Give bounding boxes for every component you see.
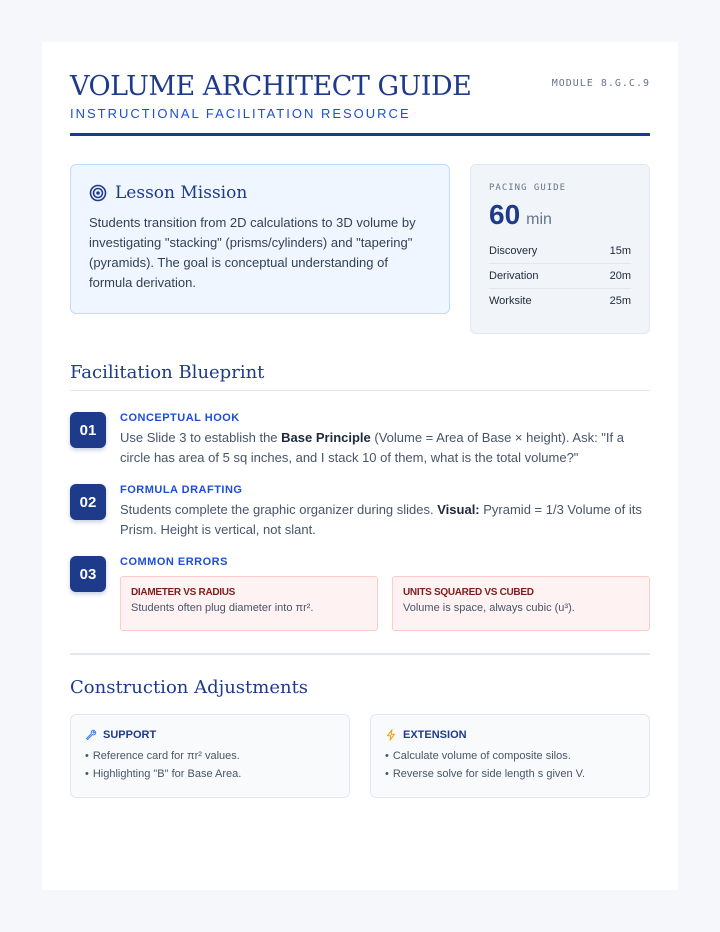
step-heading: CONCEPTUAL HOOK bbox=[120, 412, 240, 424]
extension-header bbox=[385, 729, 635, 741]
section-divider bbox=[70, 653, 650, 655]
pacing-row-name: Derivation bbox=[489, 270, 539, 282]
pacing-label: PACING GUIDE bbox=[489, 183, 567, 193]
step-number: 02 bbox=[70, 484, 106, 520]
mission-title: Lesson Mission bbox=[115, 183, 248, 203]
list-item: • Reverse solve for side length s given V. bbox=[385, 765, 635, 783]
pacing-total-unit: min bbox=[526, 211, 552, 228]
pacing-row-time: 20m bbox=[609, 270, 631, 282]
extension-list bbox=[385, 747, 635, 783]
pacing-row bbox=[489, 239, 631, 264]
error-card bbox=[120, 576, 378, 631]
mission-text: Students transition from 2D calculations to 3D volume by investigating "stacking" (prisms/cylinders) and "tapering" (pyramids). The goal is conceptual understanding of formula derivation. bbox=[89, 215, 416, 290]
header bbox=[70, 70, 650, 121]
pacing-row-time: 25m bbox=[609, 295, 631, 307]
error-text: Students often plug diameter into πr². bbox=[131, 602, 314, 614]
step-text-part: Students complete the graphic organizer during slides. bbox=[120, 502, 438, 517]
mission-header bbox=[89, 183, 431, 203]
pacing-row bbox=[489, 264, 631, 289]
target-icon bbox=[89, 184, 107, 202]
pacing-total bbox=[489, 199, 631, 231]
blueprint-rule bbox=[70, 390, 650, 391]
step-body bbox=[120, 484, 650, 540]
step-heading: COMMON ERRORS bbox=[120, 556, 228, 568]
step-text bbox=[120, 500, 650, 540]
blueprint-title: Facilitation Blueprint bbox=[70, 362, 265, 383]
pacing-row bbox=[489, 289, 631, 313]
support-heading: SUPPORT bbox=[103, 729, 157, 741]
error-heading: UNITS SQUARED VS CUBED bbox=[403, 587, 534, 598]
step-text-bold: Base Principle bbox=[281, 430, 371, 445]
step-text-part: Pyramid = 1/3 Volume of its Prism. Height is vertical, not slant. bbox=[120, 502, 642, 537]
pacing-card bbox=[470, 164, 650, 334]
step-heading: FORMULA DRAFTING bbox=[120, 484, 243, 496]
pacing-total-value: 60 bbox=[489, 199, 521, 230]
support-card bbox=[70, 714, 350, 798]
pacing-row-time: 15m bbox=[609, 245, 631, 257]
error-text: Volume is space, always cubic (u³). bbox=[403, 602, 575, 614]
extension-heading: EXTENSION bbox=[403, 729, 467, 741]
header-rule bbox=[70, 133, 650, 136]
support-list bbox=[85, 747, 335, 783]
step-number: 03 bbox=[70, 556, 106, 592]
document-page bbox=[42, 42, 678, 890]
wrench-icon bbox=[85, 729, 97, 741]
pacing-row-name: Worksite bbox=[489, 295, 532, 307]
mission-card bbox=[70, 164, 450, 314]
support-header bbox=[85, 729, 335, 741]
lightning-icon bbox=[385, 729, 397, 741]
pacing-row-name: Discovery bbox=[489, 245, 538, 257]
step-text-part: Use Slide 3 to establish the bbox=[120, 430, 282, 445]
page-subtitle: INSTRUCTIONAL FACILITATION RESOURCE bbox=[70, 106, 411, 121]
error-card bbox=[392, 576, 650, 631]
list-item: • Calculate volume of composite silos. bbox=[385, 747, 635, 765]
step-number: 01 bbox=[70, 412, 106, 448]
extension-card bbox=[370, 714, 650, 798]
module-code: MODULE 8.G.C.9 bbox=[551, 78, 650, 89]
adjustments-title: Construction Adjustments bbox=[70, 677, 309, 698]
pacing-rows bbox=[489, 239, 631, 313]
step-text-bold: Visual: bbox=[437, 502, 480, 517]
page-title: VOLUME ARCHITECT GUIDE bbox=[70, 71, 472, 102]
step-text-part: (Volume = Area of Base × height). Ask: "If a circle has area of 5 sq inches, and I stack 10 of them, what is the total volume?" bbox=[120, 430, 624, 465]
step-body bbox=[120, 556, 650, 614]
error-heading: DIAMETER VS RADIUS bbox=[131, 587, 236, 598]
step-body bbox=[120, 412, 650, 468]
list-item: • Reference card for πr² values. bbox=[85, 747, 335, 765]
list-item: • Highlighting "B" for Base Area. bbox=[85, 765, 335, 783]
step-text bbox=[120, 428, 650, 468]
